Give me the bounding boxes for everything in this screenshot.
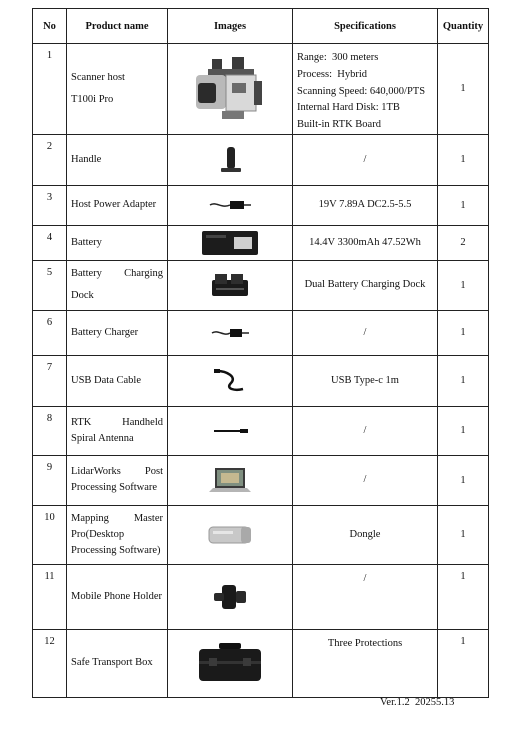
table-row bbox=[33, 629, 489, 697]
product-name-line: Processing Software) bbox=[71, 545, 161, 557]
product-image bbox=[168, 225, 293, 260]
row-number: 8 bbox=[33, 406, 67, 455]
table-row bbox=[33, 355, 489, 406]
header-row bbox=[33, 9, 489, 44]
table-row bbox=[33, 406, 489, 455]
header-product-name: Product name bbox=[67, 9, 168, 44]
product-name-line: T100i Pro bbox=[71, 93, 114, 105]
laptop-icon bbox=[207, 465, 253, 495]
spec-line: Process: Hybrid bbox=[297, 68, 367, 80]
product-name-line: Processing Software bbox=[71, 482, 158, 494]
row-number: 12 bbox=[33, 629, 67, 697]
product-quantity: 1 bbox=[438, 505, 489, 564]
product-name-word: Charging bbox=[124, 268, 163, 280]
transport-case-icon bbox=[195, 641, 265, 685]
spec-line: Scanning Speed: 640,000/PTS bbox=[297, 85, 426, 97]
product-name bbox=[67, 260, 168, 310]
product-image bbox=[168, 406, 293, 455]
product-quantity: 1 bbox=[438, 455, 489, 505]
product-name bbox=[67, 44, 168, 135]
table-row bbox=[33, 505, 489, 564]
product-name-word: RTK bbox=[71, 416, 92, 428]
row-number: 11 bbox=[33, 564, 67, 629]
product-specifications: / bbox=[293, 406, 438, 455]
product-name-line bbox=[71, 266, 163, 282]
table-row bbox=[33, 44, 489, 135]
table-row bbox=[33, 455, 489, 505]
product-specifications: / bbox=[293, 134, 438, 185]
product-name-word: Master bbox=[133, 512, 163, 524]
product-name: USB Data Cable bbox=[67, 355, 168, 406]
battery-icon bbox=[200, 229, 260, 257]
product-specifications: Dongle bbox=[293, 505, 438, 564]
product-quantity: 1 bbox=[438, 406, 489, 455]
product-name-word: Mapping bbox=[71, 512, 109, 524]
product-name-line: Pro(Desktop bbox=[71, 528, 125, 540]
row-number: 4 bbox=[33, 225, 67, 260]
table-row bbox=[33, 260, 489, 310]
product-name bbox=[67, 406, 168, 455]
product-quantity: 1 bbox=[438, 260, 489, 310]
product-name-line bbox=[71, 464, 163, 480]
handle-icon bbox=[215, 145, 245, 175]
product-quantity: 1 bbox=[438, 629, 489, 697]
product-quantity: 1 bbox=[438, 185, 489, 225]
product-quantity: 1 bbox=[438, 355, 489, 406]
product-name-word: Post bbox=[144, 466, 163, 478]
product-image bbox=[168, 134, 293, 185]
version-footer: Ver.1.2 20255.13 bbox=[380, 697, 455, 708]
product-specifications: / bbox=[293, 564, 438, 629]
product-quantity: 1 bbox=[438, 310, 489, 355]
usb-cable-icon bbox=[213, 367, 247, 395]
row-number: 3 bbox=[33, 185, 67, 225]
product-name-word: Battery bbox=[71, 268, 102, 280]
product-specifications: USB Type-c 1m bbox=[293, 355, 438, 406]
product-name bbox=[67, 455, 168, 505]
product-name: Handle bbox=[67, 134, 168, 185]
product-name-line: Dock bbox=[71, 290, 94, 302]
product-name-word: Handheld bbox=[122, 416, 163, 428]
phone-holder-icon bbox=[210, 581, 250, 613]
product-name: Host Power Adapter bbox=[67, 185, 168, 225]
table-row bbox=[33, 225, 489, 260]
header-images: Images bbox=[168, 9, 293, 44]
product-quantity: 1 bbox=[438, 564, 489, 629]
product-image bbox=[168, 355, 293, 406]
power-adapter-icon bbox=[208, 198, 252, 212]
product-specifications: 19V 7.89A DC2.5-5.5 bbox=[293, 185, 438, 225]
table-row bbox=[33, 134, 489, 185]
row-number: 5 bbox=[33, 260, 67, 310]
product-image bbox=[168, 44, 293, 135]
product-quantity: 1 bbox=[438, 44, 489, 135]
product-name-word: LidarWorks bbox=[71, 466, 121, 478]
row-number: 6 bbox=[33, 310, 67, 355]
product-image bbox=[168, 310, 293, 355]
row-number: 10 bbox=[33, 505, 67, 564]
product-image bbox=[168, 455, 293, 505]
spec-line: Internal Hard Disk: 1TB bbox=[297, 102, 400, 114]
spec-line: Built-in RTK Board bbox=[297, 119, 381, 131]
product-name-line bbox=[71, 415, 163, 431]
battery-charger-icon bbox=[210, 327, 250, 339]
laser-scanner-icon bbox=[188, 55, 272, 123]
antenna-icon bbox=[210, 427, 250, 435]
product-quantity: 2 bbox=[438, 225, 489, 260]
product-specifications: / bbox=[293, 310, 438, 355]
row-number: 2 bbox=[33, 134, 67, 185]
product-quantity: 1 bbox=[438, 134, 489, 185]
charging-dock-icon bbox=[208, 270, 252, 300]
table-row bbox=[33, 564, 489, 629]
product-name: Mobile Phone Holder bbox=[67, 564, 168, 629]
product-image bbox=[168, 629, 293, 697]
product-name: Battery bbox=[67, 225, 168, 260]
spec-line: Range: 300 meters bbox=[297, 52, 379, 63]
table-row bbox=[33, 310, 489, 355]
product-image bbox=[168, 260, 293, 310]
product-name: Battery Charger bbox=[67, 310, 168, 355]
header-quantity: Quantity bbox=[438, 9, 489, 44]
product-name bbox=[67, 505, 168, 564]
packing-list-table bbox=[32, 8, 489, 698]
product-name: Safe Transport Box bbox=[67, 629, 168, 697]
row-number: 9 bbox=[33, 455, 67, 505]
table-row bbox=[33, 185, 489, 225]
row-number: 1 bbox=[33, 44, 67, 135]
header-specifications: Specifications bbox=[293, 9, 438, 44]
product-name-line bbox=[71, 511, 163, 527]
product-image bbox=[168, 185, 293, 225]
product-specifications: Three Protections bbox=[293, 629, 438, 697]
product-image bbox=[168, 564, 293, 629]
header-no: No bbox=[33, 9, 67, 44]
product-specifications: Dual Battery Charging Dock bbox=[293, 260, 438, 310]
product-specifications bbox=[293, 44, 438, 135]
dongle-icon bbox=[205, 523, 255, 547]
product-name-line: Spiral Antenna bbox=[71, 432, 134, 444]
product-specifications: / bbox=[293, 455, 438, 505]
product-name-line: Scanner host bbox=[71, 71, 125, 83]
product-specifications: 14.4V 3300mAh 47.52Wh bbox=[293, 225, 438, 260]
product-image bbox=[168, 505, 293, 564]
row-number: 7 bbox=[33, 355, 67, 406]
